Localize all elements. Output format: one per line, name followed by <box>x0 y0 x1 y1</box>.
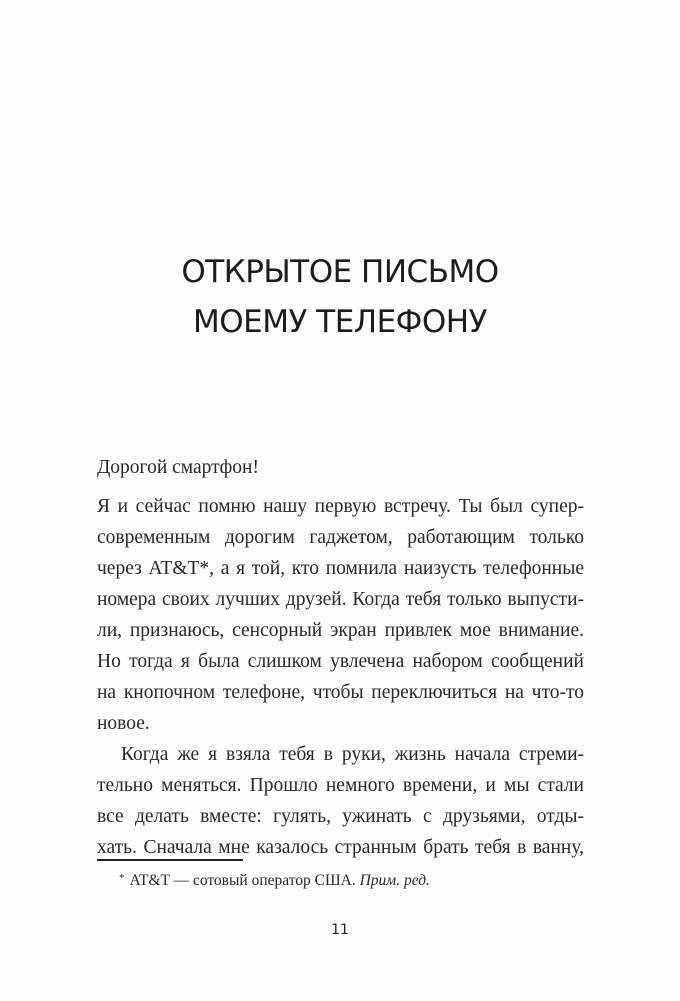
paragraph-2 <box>97 739 584 863</box>
text-line: ли, признаюсь, сенсорный экран привлек мое внимание. <box>97 620 584 641</box>
text-line: все делать вместе: гулять, ужинать с друзьями, отды- <box>97 806 584 827</box>
text-line: через AT&T*, а я той, кто помнила наизусть телефонные <box>97 558 584 579</box>
text-line: Но тогда я была слишком увлечена набором сообщений <box>97 651 584 672</box>
footnote-text: AT&T — сотовый оператор США. <box>129 872 356 889</box>
page-number: 11 <box>331 922 349 938</box>
body-text <box>97 452 584 863</box>
text-line: тельно меняться. Прошло немного времени, и мы стали <box>97 775 584 796</box>
text-line: Когда же я взяла тебя в руки, жизнь начала стреми- <box>121 744 584 765</box>
footnote-marker: * <box>119 872 125 884</box>
text-line: хать. Сначала мне казалось странным брать тебя в ванну, <box>97 837 584 858</box>
text-line: современным дорогим гаджетом, работающим только <box>97 527 584 548</box>
text-line: Я и сейчас помню нашу первую встречу. Ты был супер- <box>97 496 584 517</box>
chapter-title-line-2: МОЕМУ ТЕЛЕФОНУ <box>193 304 487 340</box>
text-line: номера своих лучших друзей. Когда тебя только выпусти- <box>97 589 584 610</box>
salutation: Дорогой смартфон! <box>97 457 259 478</box>
footnote-editor-note: Прим. ред. <box>359 872 430 889</box>
text-line: новое. <box>97 713 150 734</box>
footnote-divider <box>97 859 243 861</box>
footnote <box>119 868 430 891</box>
chapter-title-line-1: ОТКРЫТОЕ ПИСЬМО <box>181 254 499 290</box>
paragraph-1 <box>97 491 584 739</box>
text-line: на кнопочном телефоне, чтобы переключиться на что-то <box>97 682 584 703</box>
chapter-title <box>0 247 680 347</box>
